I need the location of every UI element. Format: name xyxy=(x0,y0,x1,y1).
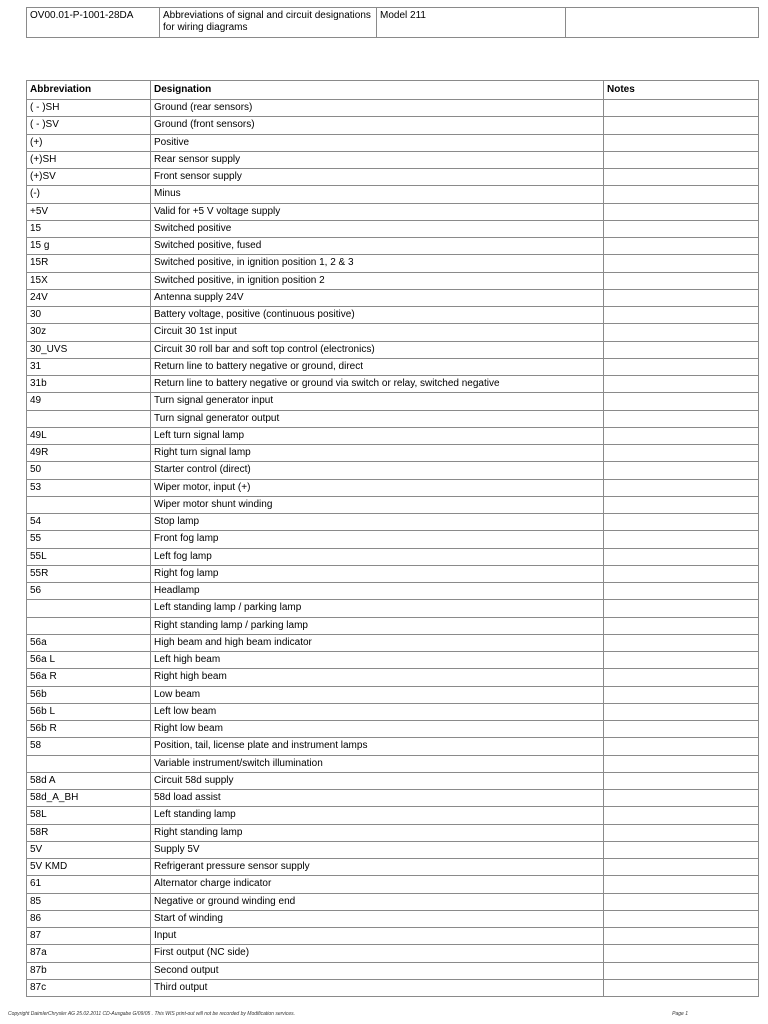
document-header-table xyxy=(26,7,759,38)
notes-cell xyxy=(604,807,759,824)
table-row xyxy=(27,324,759,341)
notes-cell xyxy=(604,686,759,703)
abbreviation-cell: 30_UVS xyxy=(27,341,151,358)
notes-cell xyxy=(604,427,759,444)
table-row xyxy=(27,807,759,824)
table-row xyxy=(27,376,759,393)
abbreviation-cell: 53 xyxy=(27,479,151,496)
notes-cell xyxy=(604,358,759,375)
designation-cell: Right low beam xyxy=(151,721,604,738)
table-row xyxy=(27,151,759,168)
designation-cell: Right fog lamp xyxy=(151,565,604,582)
notes-cell xyxy=(604,151,759,168)
notes-cell xyxy=(604,255,759,272)
notes-cell xyxy=(604,824,759,841)
notes-cell xyxy=(604,703,759,720)
abbreviation-cell: (+)SH xyxy=(27,151,151,168)
notes-cell xyxy=(604,979,759,996)
designation-cell: Refrigerant pressure sensor supply xyxy=(151,859,604,876)
notes-cell xyxy=(604,859,759,876)
table-row xyxy=(27,100,759,117)
notes-cell xyxy=(604,600,759,617)
notes-cell xyxy=(604,738,759,755)
notes-cell xyxy=(604,324,759,341)
abbreviation-cell: 15 g xyxy=(27,238,151,255)
designation-cell: Negative or ground winding end xyxy=(151,893,604,910)
notes-cell xyxy=(604,910,759,927)
notes-cell xyxy=(604,962,759,979)
notes-cell xyxy=(604,634,759,651)
abbreviation-cell: 87a xyxy=(27,945,151,962)
abbreviation-cell: (+)SV xyxy=(27,169,151,186)
notes-cell xyxy=(604,496,759,513)
designation-cell: Wiper motor shunt winding xyxy=(151,496,604,513)
abbreviations-table xyxy=(26,80,759,997)
table-row xyxy=(27,755,759,772)
notes-cell xyxy=(604,445,759,462)
designation-cell: Switched positive, fused xyxy=(151,238,604,255)
notes-cell xyxy=(604,341,759,358)
designation-cell: Left fog lamp xyxy=(151,548,604,565)
designation-cell: Circuit 30 roll bar and soft top control (electronics) xyxy=(151,341,604,358)
designation-cell: Right standing lamp / parking lamp xyxy=(151,617,604,634)
table-row xyxy=(27,669,759,686)
designation-cell: Position, tail, license plate and instrument lamps xyxy=(151,738,604,755)
designation-cell: Turn signal generator input xyxy=(151,393,604,410)
notes-cell xyxy=(604,893,759,910)
table-row xyxy=(27,910,759,927)
designation-cell: Minus xyxy=(151,186,604,203)
abbreviation-cell: 55L xyxy=(27,548,151,565)
table-row xyxy=(27,186,759,203)
notes-cell xyxy=(604,134,759,151)
designation-cell: Low beam xyxy=(151,686,604,703)
designation-cell: Rear sensor supply xyxy=(151,151,604,168)
abbreviation-cell: 87c xyxy=(27,979,151,996)
abbreviation-cell: 24V xyxy=(27,289,151,306)
page-number: Page 1 xyxy=(672,1011,688,1017)
notes-cell xyxy=(604,548,759,565)
abbreviation-cell: 55R xyxy=(27,565,151,582)
table-row xyxy=(27,548,759,565)
table-row xyxy=(27,824,759,841)
designation-cell: Start of winding xyxy=(151,910,604,927)
designation-cell: Stop lamp xyxy=(151,514,604,531)
abbreviation-cell: 87 xyxy=(27,928,151,945)
abbreviation-cell: 50 xyxy=(27,462,151,479)
abbreviation-cell: 5V KMD xyxy=(27,859,151,876)
table-header-row xyxy=(27,81,759,100)
table-row xyxy=(27,945,759,962)
table-row xyxy=(27,238,759,255)
notes-cell xyxy=(604,203,759,220)
table-row xyxy=(27,427,759,444)
notes-cell xyxy=(604,186,759,203)
table-row xyxy=(27,565,759,582)
abbreviation-cell: 15R xyxy=(27,255,151,272)
table-row xyxy=(27,462,759,479)
abbreviation-cell: 56 xyxy=(27,583,151,600)
table-row xyxy=(27,203,759,220)
designation-cell: Battery voltage, positive (continuous positive) xyxy=(151,307,604,324)
notes-cell xyxy=(604,841,759,858)
notes-cell xyxy=(604,462,759,479)
table-row xyxy=(27,893,759,910)
table-row xyxy=(27,634,759,651)
abbreviation-cell: 58d_A_BH xyxy=(27,790,151,807)
designation-cell: Headlamp xyxy=(151,583,604,600)
abbreviation-cell: 15 xyxy=(27,220,151,237)
table-row xyxy=(27,928,759,945)
abbreviation-cell: 31b xyxy=(27,376,151,393)
table-row xyxy=(27,652,759,669)
designation-cell: Left standing lamp / parking lamp xyxy=(151,600,604,617)
table-row xyxy=(27,600,759,617)
designation-cell: Left high beam xyxy=(151,652,604,669)
table-row xyxy=(27,772,759,789)
abbreviation-cell: 86 xyxy=(27,910,151,927)
copyright-footer: Copyright DaimlerChrysler AG 25.02.2011 CD-Ausgabe G/09/05 . This WIS print-out will not be recorded by Modification services. xyxy=(8,1011,296,1017)
abbreviation-cell: 58 xyxy=(27,738,151,755)
table-row xyxy=(27,962,759,979)
designation-cell: Second output xyxy=(151,962,604,979)
abbreviation-cell: 15X xyxy=(27,272,151,289)
table-row xyxy=(27,738,759,755)
abbreviation-cell: 56b L xyxy=(27,703,151,720)
notes-cell xyxy=(604,117,759,134)
designation-cell: Supply 5V xyxy=(151,841,604,858)
notes-cell xyxy=(604,876,759,893)
notes-cell xyxy=(604,238,759,255)
designation-cell: Turn signal generator output xyxy=(151,410,604,427)
notes-cell xyxy=(604,617,759,634)
table-row xyxy=(27,841,759,858)
notes-cell xyxy=(604,376,759,393)
column-header-abbreviation: Abbreviation xyxy=(27,81,151,100)
designation-cell: Return line to battery negative or ground via switch or relay, switched negative xyxy=(151,376,604,393)
designation-cell: Right standing lamp xyxy=(151,824,604,841)
notes-cell xyxy=(604,772,759,789)
table-row xyxy=(27,979,759,996)
abbreviation-cell xyxy=(27,617,151,634)
abbreviation-cell: 87b xyxy=(27,962,151,979)
abbreviation-cell: 56a L xyxy=(27,652,151,669)
abbreviation-cell: 61 xyxy=(27,876,151,893)
table-row xyxy=(27,169,759,186)
abbreviation-cell: (+) xyxy=(27,134,151,151)
designation-cell: Right high beam xyxy=(151,669,604,686)
designation-cell: Switched positive xyxy=(151,220,604,237)
document-header-row xyxy=(27,8,759,38)
designation-cell: Return line to battery negative or ground, direct xyxy=(151,358,604,375)
abbreviation-cell xyxy=(27,410,151,427)
abbreviation-cell: 49 xyxy=(27,393,151,410)
table-row xyxy=(27,514,759,531)
abbreviation-cell xyxy=(27,600,151,617)
table-body xyxy=(27,100,759,997)
designation-cell: Third output xyxy=(151,979,604,996)
abbreviation-cell: 56a xyxy=(27,634,151,651)
abbreviation-cell: 30 xyxy=(27,307,151,324)
notes-cell xyxy=(604,514,759,531)
notes-cell xyxy=(604,169,759,186)
table-row xyxy=(27,307,759,324)
abbreviation-cell: 58d A xyxy=(27,772,151,789)
notes-cell xyxy=(604,307,759,324)
abbreviation-cell: 55 xyxy=(27,531,151,548)
notes-cell xyxy=(604,479,759,496)
table-row xyxy=(27,220,759,237)
table-row xyxy=(27,496,759,513)
abbreviation-cell: 56b R xyxy=(27,721,151,738)
notes-cell xyxy=(604,755,759,772)
designation-cell: Switched positive, in ignition position 2 xyxy=(151,272,604,289)
table-row xyxy=(27,617,759,634)
abbreviation-cell xyxy=(27,755,151,772)
document-number: OV00.01-P-1001-28DA xyxy=(27,8,160,38)
abbreviation-cell: ( - )SV xyxy=(27,117,151,134)
table-row xyxy=(27,117,759,134)
table-row xyxy=(27,255,759,272)
notes-cell xyxy=(604,652,759,669)
abbreviation-cell: 58R xyxy=(27,824,151,841)
designation-cell: First output (NC side) xyxy=(151,945,604,962)
table-row xyxy=(27,583,759,600)
notes-cell xyxy=(604,583,759,600)
abbreviation-cell: 5V xyxy=(27,841,151,858)
table-row xyxy=(27,703,759,720)
abbreviation-cell: 49R xyxy=(27,445,151,462)
table-row xyxy=(27,790,759,807)
notes-cell xyxy=(604,289,759,306)
table-row xyxy=(27,686,759,703)
notes-cell xyxy=(604,220,759,237)
table-row xyxy=(27,479,759,496)
table-row xyxy=(27,341,759,358)
abbreviation-cell: +5V xyxy=(27,203,151,220)
designation-cell: Starter control (direct) xyxy=(151,462,604,479)
notes-cell xyxy=(604,945,759,962)
table-row xyxy=(27,358,759,375)
notes-cell xyxy=(604,410,759,427)
abbreviation-cell: 54 xyxy=(27,514,151,531)
abbreviation-cell: 58L xyxy=(27,807,151,824)
table-row xyxy=(27,410,759,427)
notes-cell xyxy=(604,721,759,738)
designation-cell: Right turn signal lamp xyxy=(151,445,604,462)
table-row xyxy=(27,859,759,876)
table-row xyxy=(27,393,759,410)
designation-cell: Variable instrument/switch illumination xyxy=(151,755,604,772)
designation-cell: Circuit 58d supply xyxy=(151,772,604,789)
document-title: Abbreviations of signal and circuit designations for wiring diagrams xyxy=(160,8,377,38)
abbreviation-cell: 30z xyxy=(27,324,151,341)
table-row xyxy=(27,876,759,893)
notes-cell xyxy=(604,928,759,945)
designation-cell: Ground (front sensors) xyxy=(151,117,604,134)
designation-cell: Ground (rear sensors) xyxy=(151,100,604,117)
table-row xyxy=(27,272,759,289)
abbreviation-cell: 56b xyxy=(27,686,151,703)
designation-cell: 58d load assist xyxy=(151,790,604,807)
column-header-notes: Notes xyxy=(604,81,759,100)
designation-cell: Valid for +5 V voltage supply xyxy=(151,203,604,220)
column-header-designation: Designation xyxy=(151,81,604,100)
notes-cell xyxy=(604,393,759,410)
designation-cell: High beam and high beam indicator xyxy=(151,634,604,651)
notes-cell xyxy=(604,272,759,289)
designation-cell: Front fog lamp xyxy=(151,531,604,548)
designation-cell: Positive xyxy=(151,134,604,151)
table-row xyxy=(27,721,759,738)
abbreviation-cell: ( - )SH xyxy=(27,100,151,117)
designation-cell: Wiper motor, input (+) xyxy=(151,479,604,496)
abbreviation-cell: 49L xyxy=(27,427,151,444)
table-row xyxy=(27,531,759,548)
designation-cell: Left low beam xyxy=(151,703,604,720)
model-label: Model 211 xyxy=(377,8,566,38)
notes-cell xyxy=(604,531,759,548)
abbreviation-cell: 85 xyxy=(27,893,151,910)
abbreviation-cell: 56a R xyxy=(27,669,151,686)
designation-cell: Left turn signal lamp xyxy=(151,427,604,444)
abbreviation-cell: (-) xyxy=(27,186,151,203)
designation-cell: Switched positive, in ignition position 1, 2 & 3 xyxy=(151,255,604,272)
designation-cell: Antenna supply 24V xyxy=(151,289,604,306)
notes-cell xyxy=(604,565,759,582)
notes-cell xyxy=(604,669,759,686)
table-row xyxy=(27,289,759,306)
designation-cell: Circuit 30 1st input xyxy=(151,324,604,341)
designation-cell: Input xyxy=(151,928,604,945)
abbreviation-cell xyxy=(27,496,151,513)
designation-cell: Front sensor supply xyxy=(151,169,604,186)
notes-cell xyxy=(604,100,759,117)
header-empty-cell xyxy=(566,8,759,38)
designation-cell: Alternator charge indicator xyxy=(151,876,604,893)
table-row xyxy=(27,134,759,151)
notes-cell xyxy=(604,790,759,807)
designation-cell: Left standing lamp xyxy=(151,807,604,824)
abbreviation-cell: 31 xyxy=(27,358,151,375)
table-row xyxy=(27,445,759,462)
